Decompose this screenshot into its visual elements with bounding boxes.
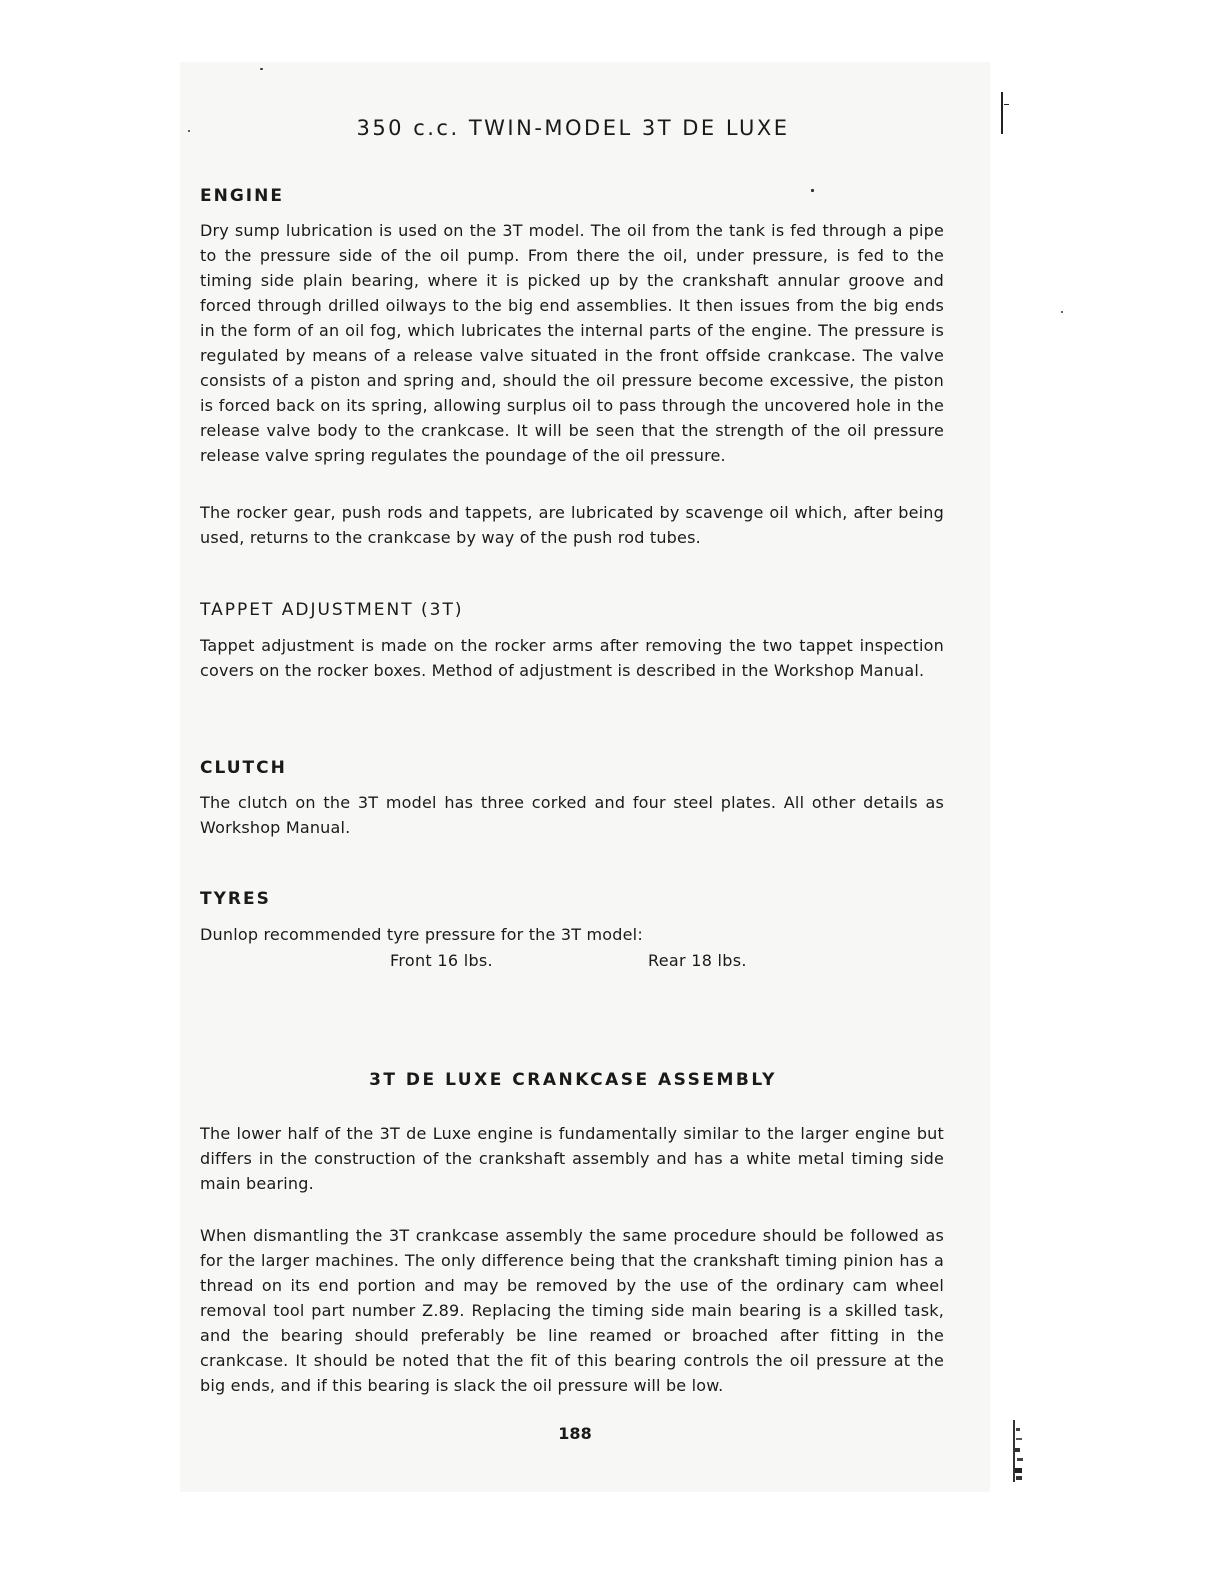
page-number: 188 — [558, 1424, 592, 1443]
crankcase-paragraph-1: The lower half of the 3T de Luxe engine is fundamentally similar to the larger engine but differs in the construction of the crankshaft assembly and has a white metal timing side main bearing. — [200, 1124, 944, 1193]
clutch-heading: CLUTCH — [200, 758, 287, 778]
engine-paragraph-1: Dry sump lubrication is used on the 3T model. The oil from the tank is fed through a pipe to the pressure side of the oil pump. From there the oil, under pressure, is fed to the timing side plain bearing, where it is picked up by the crankshaft annular groove and forced through drilled oilways to the big end assemblies. It then issues from the big ends in the form of an oil fog, which lubricates the internal parts of the engine. The pressure is regulated by means of a release valve situated in the front offside crankcase. The valve consists of a piston and spring and, should the oil pressure become excessive, the piston is forced back on its spring, allowing surplus oil to pass through the uncovered hole in the release valve body to the crankcase. It will be seen that the strength of the oil pressure release valve spring regulates the poundage of the oil pressure. — [200, 221, 944, 465]
crankcase-heading: 3T DE LUXE CRANKCASE ASSEMBLY — [369, 1070, 777, 1090]
scan-speck — [1061, 311, 1063, 313]
tyre-front-pressure: Front 16 lbs. — [390, 951, 493, 970]
tappet-paragraph: Tappet adjustment is made on the rocker arms after removing the two tappet inspection covers on the rocker boxes. Method of adjustment is described in the Workshop Manual. — [200, 636, 944, 680]
scan-speck — [260, 68, 263, 70]
tyre-rear-pressure: Rear 18 lbs. — [648, 951, 747, 970]
scan-speck — [811, 189, 814, 192]
tyres-intro: Dunlop recommended tyre pressure for the 3T model: — [200, 925, 643, 944]
edge-binding-strip — [1012, 1420, 1024, 1482]
tyres-heading: TYRES — [200, 889, 271, 909]
clutch-paragraph: The clutch on the 3T model has three corked and four steel plates. All other details as Workshop Manual. — [200, 793, 944, 837]
crankcase-paragraph-2: When dismantling the 3T crankcase assembly the same procedure should be followed as for the larger machines. The only difference being that the crankshaft timing pinion has a thread on its end portion and may be removed by the use of the ordinary cam wheel removal tool part number Z.89. Replacing the timing side main bearing is a skilled task, and the bearing should preferably be line reamed or broached after fitting in the crankcase. It should be noted that the fit of this bearing controls the oil pressure at the big ends, and if this bearing is slack the oil pressure will be low. — [200, 1226, 944, 1395]
margin-bar-mark — [1001, 92, 1003, 134]
tappet-heading: TAPPET ADJUSTMENT (3T) — [200, 600, 464, 620]
margin-tick-mark — [1004, 104, 1009, 105]
scan-speck — [188, 130, 190, 132]
page-title: 350 c.c. TWIN-MODEL 3T DE LUXE — [356, 116, 790, 140]
engine-paragraph-2: The rocker gear, push rods and tappets, are lubricated by scavenge oil which, after being used, returns to the crankcase by way of the push rod tubes. — [200, 503, 944, 547]
engine-heading: ENGINE — [200, 186, 284, 206]
